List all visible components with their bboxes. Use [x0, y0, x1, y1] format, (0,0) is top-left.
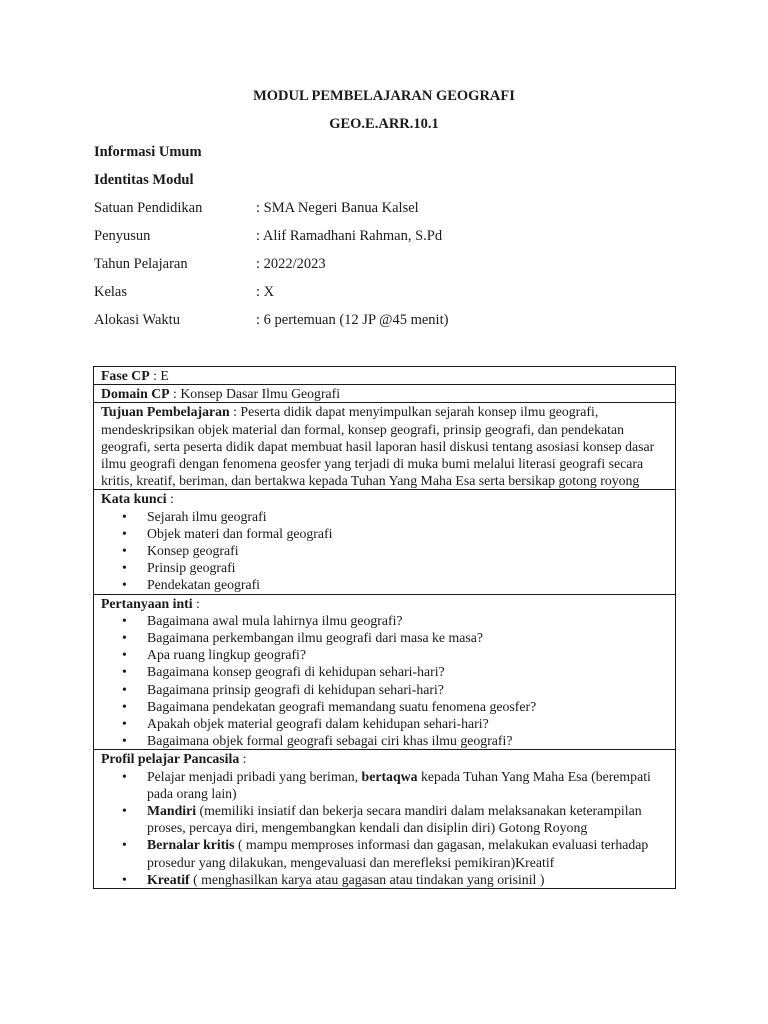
list-item: • Bagaimana perkembangan ilmu geografi dari masa ke masa?: [147, 629, 669, 646]
profil-label: Profil pelajar Pancasila: [101, 751, 240, 767]
list-item: • Bagaimana objek formal geografi sebagai ciri khas ilmu geografi?: [147, 732, 669, 749]
identity-value: : 6 pertemuan (12 JP @45 menit): [256, 312, 449, 328]
kata-kunci-cell: [94, 490, 676, 594]
profil-cell: [94, 750, 676, 889]
list-item: • Konsep geografi: [147, 542, 669, 559]
identity-row-kelas: [94, 284, 694, 304]
tujuan-label: Tujuan Pembelajaran: [101, 404, 230, 420]
list-item: • Objek materi dan formal geografi: [147, 525, 669, 542]
table-row-profil: [94, 750, 676, 889]
identity-value: : Alif Ramadhani Rahman, S.Pd: [256, 228, 443, 244]
profil-item-pre: Pelajar menjadi pribadi yang beriman,: [147, 768, 362, 784]
identity-label: Satuan Pendidikan: [94, 200, 203, 216]
table-row-kata-kunci: [94, 490, 676, 594]
fase-cell: [94, 367, 676, 385]
domain-value: Konsep Dasar Ilmu Geografi: [180, 386, 341, 402]
identity-row-alokasi: [94, 312, 694, 332]
table-row-domain: [94, 385, 676, 403]
identity-label: Alokasi Waktu: [94, 312, 180, 328]
fase-value: E: [160, 368, 169, 383]
identity-row-satuan: [94, 200, 694, 220]
cp-table: [93, 366, 676, 889]
document-title: MODUL PEMBELAJARAN GEOGRAFI: [253, 88, 515, 104]
table-row-fase: [94, 367, 676, 385]
kata-kunci-label: Kata kunci: [101, 491, 167, 507]
domain-label: Domain CP: [101, 386, 170, 402]
module-code: GEO.E.ARR.10.1: [329, 116, 439, 132]
table-row-pertanyaan: [94, 594, 676, 750]
subsection-heading: Identitas Modul: [94, 172, 194, 188]
profil-list: [101, 768, 669, 888]
list-item: [147, 836, 669, 870]
profil-item-post: ( menghasilkan karya atau gagasan atau tindakan yang orisinil ): [189, 871, 545, 887]
profil-item-post: (memiliki insiatif dan bekerja secara mandiri dalam melaksanakan keterampilan proses, percaya diri, mengembangkan kendali dan disiplin diri) Gotong Royong: [147, 803, 642, 836]
pertanyaan-separator: :: [192, 595, 200, 611]
fase-separator: :: [149, 368, 161, 383]
profil-item-bold: Kreatif: [147, 871, 190, 887]
kata-kunci-list: [101, 508, 669, 594]
list-item: • Apakah objek material geografi dalam kehidupan sehari-hari?: [147, 715, 669, 732]
identity-label: Penyusun: [94, 228, 151, 244]
identity-row-penyusun: [94, 228, 694, 248]
identity-value: : 2022/2023: [256, 256, 326, 272]
list-item: • Bagaimana pendekatan geografi memandang suatu fenomena geosfer?: [147, 698, 669, 715]
list-item: • Bagaimana prinsip geografi di kehidupan sehari-hari?: [147, 681, 669, 698]
identity-value: : X: [256, 284, 275, 300]
list-item: [147, 802, 669, 836]
identity-row-tahun: [94, 256, 694, 276]
list-item: • Bagaimana awal mula lahirnya ilmu geografi?: [147, 612, 669, 629]
profil-item-post: kepada Tuhan Yang Maha Esa (berempati pada orang lain): [147, 768, 651, 801]
identity-value: : SMA Negeri Banua Kalsel: [256, 200, 419, 216]
section-heading: Informasi Umum: [94, 144, 202, 160]
list-item: • Sejarah ilmu geografi: [147, 508, 669, 525]
list-item: [147, 871, 669, 888]
identity-label: Kelas: [94, 284, 128, 300]
tujuan-cell: [94, 403, 676, 490]
table-row-tujuan: [94, 403, 676, 490]
domain-separator: :: [169, 386, 181, 402]
tujuan-separator: :: [229, 404, 241, 420]
domain-cell: [94, 385, 676, 403]
list-item: • Bagaimana konsep geografi di kehidupan sehari-hari?: [147, 663, 669, 680]
profil-item-post: ( mampu memproses informasi dan gagasan, melakukan evaluasi terhadap prosedur yang dilakukan, mengevaluasi dan merefleksi pemikiran)Kreatif: [147, 837, 649, 870]
fase-label: Fase CP: [101, 368, 150, 383]
profil-separator: :: [239, 751, 247, 767]
identity-label: Tahun Pelajaran: [94, 256, 188, 272]
profil-item-bold: Mandiri: [147, 803, 197, 819]
list-item: • Prinsip geografi: [147, 559, 669, 576]
list-item: • Apa ruang lingkup geografi?: [147, 646, 669, 663]
tujuan-value: Peserta didik dapat menyimpulkan sejarah konsep ilmu geografi, mendeskripsikan objek material dan formal, konsep geografi, prinsip geografi, dan pendekatan geografi, serta peserta didik dapat membuat hasil laporan hasil diskusi tentang asosiasi konsep dasar ilmu geografi dengan fenomena geosfer yang terjadi di muka bumi melalui literasi geografi secara kritis, kreatif, beriman, dan bertakwa kepada Tuhan Yang Maha Esa serta bersikap gotong royong: [101, 404, 655, 489]
list-item: [147, 768, 669, 802]
pertanyaan-list: [101, 612, 669, 750]
kata-kunci-separator: :: [166, 491, 174, 507]
list-item: • Pendekatan geografi: [147, 576, 669, 593]
pertanyaan-label: Pertanyaan inti: [101, 595, 193, 611]
pertanyaan-cell: [94, 594, 676, 750]
profil-item-bold: Bernalar kritis: [147, 837, 235, 853]
profil-item-bold: bertaqwa: [361, 768, 418, 784]
